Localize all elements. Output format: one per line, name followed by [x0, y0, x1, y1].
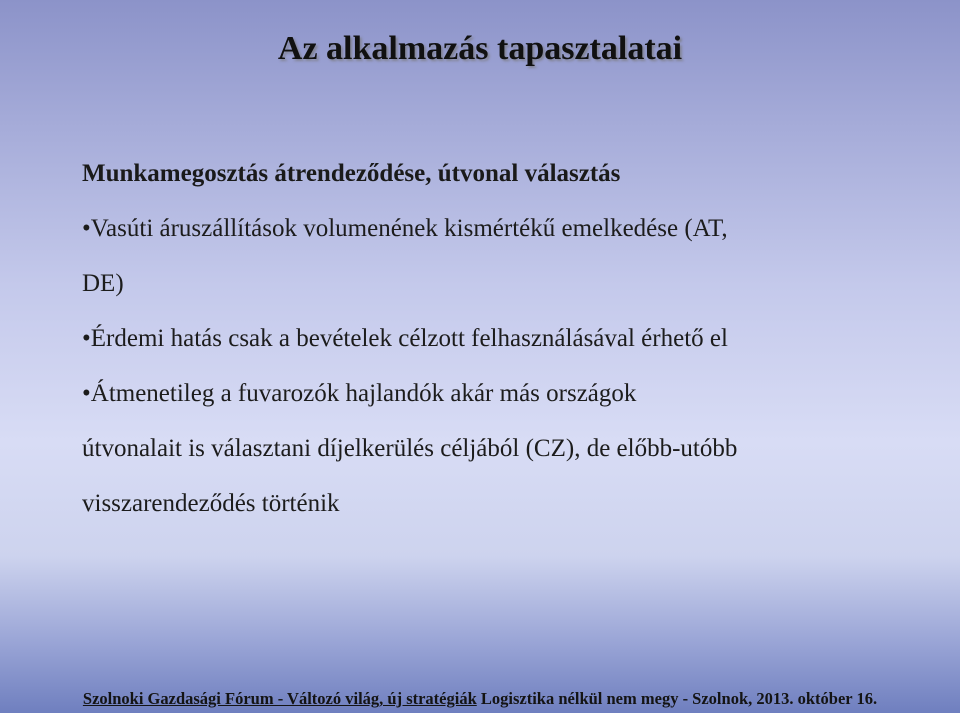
footer-event-title: Szolnoki Gazdasági Fórum - Változó világ, új stratégiák	[82, 689, 477, 708]
bullet-paragraph-2	[82, 311, 902, 366]
slide-content	[82, 146, 902, 531]
paragraph-1-line-2: DE)	[82, 270, 124, 297]
subheading: Munkamegosztás átrendeződése, útvonal választás	[82, 160, 621, 187]
paragraph-2-line-1: Érdemi hatás csak a bevételek célzott felhasználásával érhető el	[90, 325, 728, 352]
paragraph-3-line-3: visszarendeződés történik	[82, 490, 340, 517]
bullet-paragraph-1	[82, 201, 902, 311]
bullet-glyph: •	[82, 325, 91, 352]
footer-event-details: Logisztika nélkül nem megy - Szolnok, 2013. október 16.	[476, 689, 878, 708]
slide-footer	[0, 689, 960, 709]
bullet-glyph: •	[82, 380, 91, 407]
bullet-glyph: •	[82, 215, 91, 242]
paragraph-3-line-2: útvonalait is választani díjelkerülés céljából (CZ), de előbb-utóbb	[82, 435, 738, 462]
paragraph-1-line-1: Vasúti áruszállítások volumenének kismértékű emelkedése (AT,	[90, 215, 728, 242]
bullet-paragraph-3	[82, 366, 902, 531]
slide-title: Az alkalmazás tapasztalatai	[277, 30, 683, 67]
paragraph-3-line-1: Átmenetileg a fuvarozók hajlandók akár más országok	[90, 380, 637, 407]
